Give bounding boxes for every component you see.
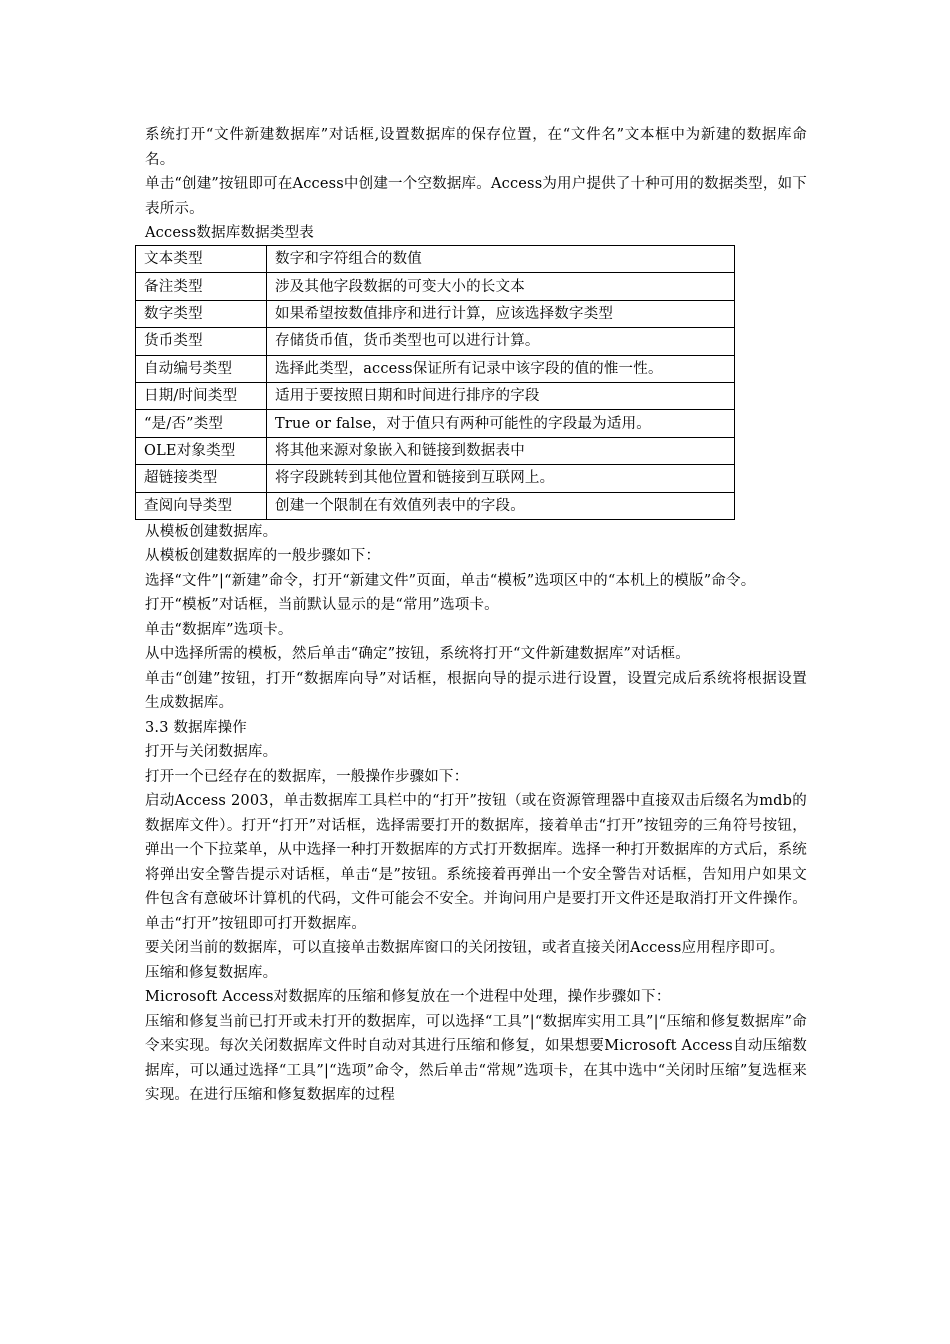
type-description-cell: 涉及其他字段数据的可变大小的长文本: [267, 273, 735, 300]
type-description-cell: 将其他来源对象嵌入和链接到数据表中: [267, 437, 735, 464]
table-row: [136, 465, 735, 492]
type-description-cell: 数字和字符组合的数值: [267, 246, 735, 273]
type-name-cell: 数字类型: [136, 300, 267, 327]
type-description-cell: 选择此类型，access保证所有记录中该字段的值的惟一性。: [267, 355, 735, 382]
document-page: [145, 123, 807, 1108]
section-heading: 3.3 数据库操作: [145, 719, 247, 736]
table-row: [136, 300, 735, 327]
type-name-cell: 超链接类型: [136, 465, 267, 492]
paragraph: 打开与关闭数据库。: [145, 744, 278, 761]
paragraph: 启动Access 2003，单击数据库工具栏中的“打开”按钮（或在资源管理器中直接双击后缀名为mdb的数据库文件）。打开“打开”对话框，选择需要打开的数据库，接着单击“打开”按钮旁的三角符号按钮，弹出一个下拉菜单，从中选择一种打开数据库的方式打开数据库。选择一种打开数据库的方式后，系统将弹出安全警告提示对话框，单击“是”按钮。系统接着再弹出一个安全警告对话框，告知用户如果文件包含有意破坏计算机的代码，文件可能会不安全。并询问用户是要打开文件还是取消打开文件操作。单击“打开”按钮即可打开数据库。: [145, 793, 807, 932]
paragraph: 系统打开“文件新建数据库”对话框,设置数据库的保存位置，在“文件名”文本框中为新建的数据库命名。: [145, 127, 807, 168]
table-row: [136, 246, 735, 273]
paragraph: Microsoft Access对数据库的压缩和修复放在一个进程中处理，操作步骤如下：: [145, 989, 671, 1006]
type-name-cell: 货币类型: [136, 328, 267, 355]
paragraph: 压缩和修复数据库。: [145, 964, 278, 981]
paragraph: 单击“创建”按钮，打开“数据库向导”对话框，根据向导的提示进行设置，设置完成后系统将根据设置生成数据库。: [145, 670, 807, 712]
table-row: [136, 355, 735, 382]
paragraph: 选择“文件”|“新建”命令，打开“新建文件”页面，单击“模板”选项区中的“本机上的模版”命令。: [145, 572, 756, 589]
type-description-cell: 如果希望按数值排序和进行计算，应该选择数字类型: [267, 300, 735, 327]
table-row: [136, 382, 735, 409]
type-name-cell: 文本类型: [136, 246, 267, 273]
table-row: [136, 328, 735, 355]
table-row: [136, 492, 735, 519]
type-description-cell: True or false，对于值只有两种可能性的字段最为适用。: [267, 410, 735, 437]
paragraph: 单击“数据库”选项卡。: [145, 621, 293, 638]
type-name-cell: OLE对象类型: [136, 437, 267, 464]
paragraph: 压缩和修复当前已打开或未打开的数据库，可以选择“工具”|“数据库实用工具”|“压缩和修复数据库”命令来实现。每次关闭数据库文件时自动对其进行压缩和修复，如果想要Microsoft Access自动压缩数据库，可以通过选择“工具”|“选项”命令，然后单击“常规”选项卡，在其中选中“关闭时压缩”复选框来实现。在进行压缩和修复数据库的过程: [145, 1013, 807, 1104]
paragraph: 从模板创建数据库的一般步骤如下：: [145, 548, 381, 565]
table-caption: Access数据库数据类型表: [145, 225, 314, 241]
type-description-cell: 将字段跳转到其他位置和链接到互联网上。: [267, 465, 735, 492]
table-row: [136, 273, 735, 300]
type-description-cell: 存储货币值，货币类型也可以进行计算。: [267, 328, 735, 355]
table-row: [136, 410, 735, 437]
type-name-cell: 自动编号类型: [136, 355, 267, 382]
type-name-cell: 备注类型: [136, 273, 267, 300]
type-name-cell: “是/否”类型: [136, 410, 267, 437]
paragraph: 从中选择所需的模板，然后单击“确定”按钮，系统将打开“文件新建数据库”对话框。: [145, 646, 690, 663]
paragraph: 从模板创建数据库。: [145, 523, 278, 540]
paragraph: 打开“模板”对话框，当前默认显示的是“常用”选项卡。: [145, 597, 499, 614]
type-name-cell: 日期/时间类型: [136, 382, 267, 409]
type-name-cell: 查阅向导类型: [136, 492, 267, 519]
type-description-cell: 创建一个限制在有效值列表中的字段。: [267, 492, 735, 519]
table-row: [136, 437, 735, 464]
paragraph: 单击“创建”按钮即可在Access中创建一个空数据库。Access为用户提供了十种可用的数据类型，如下表所示。: [145, 176, 807, 217]
paragraph: 打开一个已经存在的数据库，一般操作步骤如下：: [145, 768, 469, 785]
type-description-cell: 适用于要按照日期和时间进行排序的字段: [267, 382, 735, 409]
data-types-table: [135, 245, 735, 520]
paragraph: 要关闭当前的数据库，可以直接单击数据库窗口的关闭按钮，或者直接关闭Access应用程序即可。: [145, 940, 785, 957]
